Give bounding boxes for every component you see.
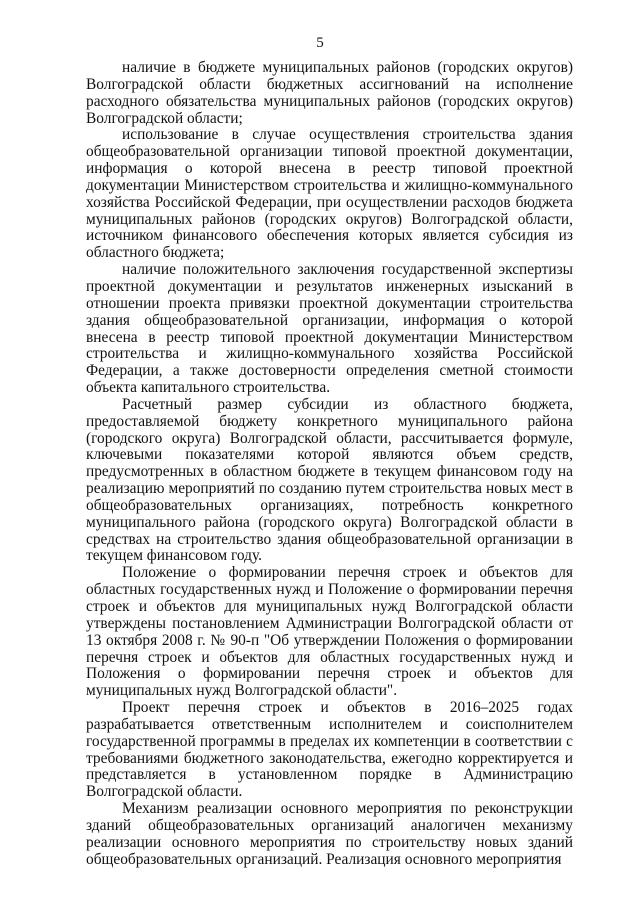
paragraph-state-expertise: наличие положительного заключения государственной экспертизы проектной документации и результатов инженерных изысканий в отношении проекта привязки проектной документации строительства здания общеобразовательной организации, информация о которой внесена в реестр типовой проектной документации Министерством строительства и жилищно-коммунального хозяйства Российской Федерации, а также достоверности определения сметной стоимости объекта капитального строительства. — [86, 261, 573, 397]
paragraph-subsidy-calculation: Расчетный размер субсидии из областного бюджета, предоставляемой бюджету конкретного муниципального района (городского округа) Волгоградской области, рассчитывается формуле, ключевыми показателями которой являются объем средств, предусмотренных в областном бюджете в текущем финансовом году на реализацию мероприятий по созданию путем строительства новых мест в общеобразовательных организациях, потребность конкретного муниципального района (городского округа) Волгоградской области в средствах на строительство здания общеобразовательной организации в текущем финансовом году. — [86, 395, 573, 565]
paragraph-budget-allocations: наличие в бюджете муниципальных районов (городских округов) Волгоградской области бюджетных ассигнований на исполнение расходного обязательства муниципальных районов (городских округов) Волгоградской области; — [86, 59, 573, 127]
paragraph-typical-design-docs: использование в случае осуществления строительства здания общеобразовательной организации типовой проектной документации, информация о которой внесена в реестр типовой проектной документации Министерством строительства и жилищно-коммунального хозяйства Российской Федерации, при осуществлении расходов бюджета муниципальных районов (городских округов) Волгоградской области, источником финансового обеспечения которых является субсидия из областного бюджета; — [86, 126, 573, 262]
paragraph-reconstruction-mechanism: Механизм реализации основного мероприятия по реконструкции зданий общеобразовательных организаций аналогичен механизму реализации основного мероприятия по строительству новых зданий общеобразовательных организаций. Реализация основного мероприятия — [86, 800, 573, 868]
paragraph-project-list: Проект перечня строек и объектов в 2016–2025 годах разрабатывается ответственным исполнителем и соисполнителем государственной программы в пределах их компетенции в соответствии с требованиями бюджетного законодательства, ежегодно корректируется и представляется в установленном порядке в Администрацию Волгоградской области. — [86, 699, 573, 801]
page-number: 5 — [316, 35, 324, 51]
document-body — [86, 60, 573, 869]
paragraph-regulations: Положение о формировании перечня строек и объектов для областных государственных нужд и Положение о формировании перечня строек и объектов для муниципальных нужд Волгоградской области утверждены постановлением Администрации Волгоградской области от 13 октября 2008 г. № 90-п "Об утверждении Положения о формировании перечня строек и объектов для областных государственных нужд и Положения о формировании перечня строек и объектов для муниципальных нужд Волгоградской области". — [86, 564, 573, 700]
